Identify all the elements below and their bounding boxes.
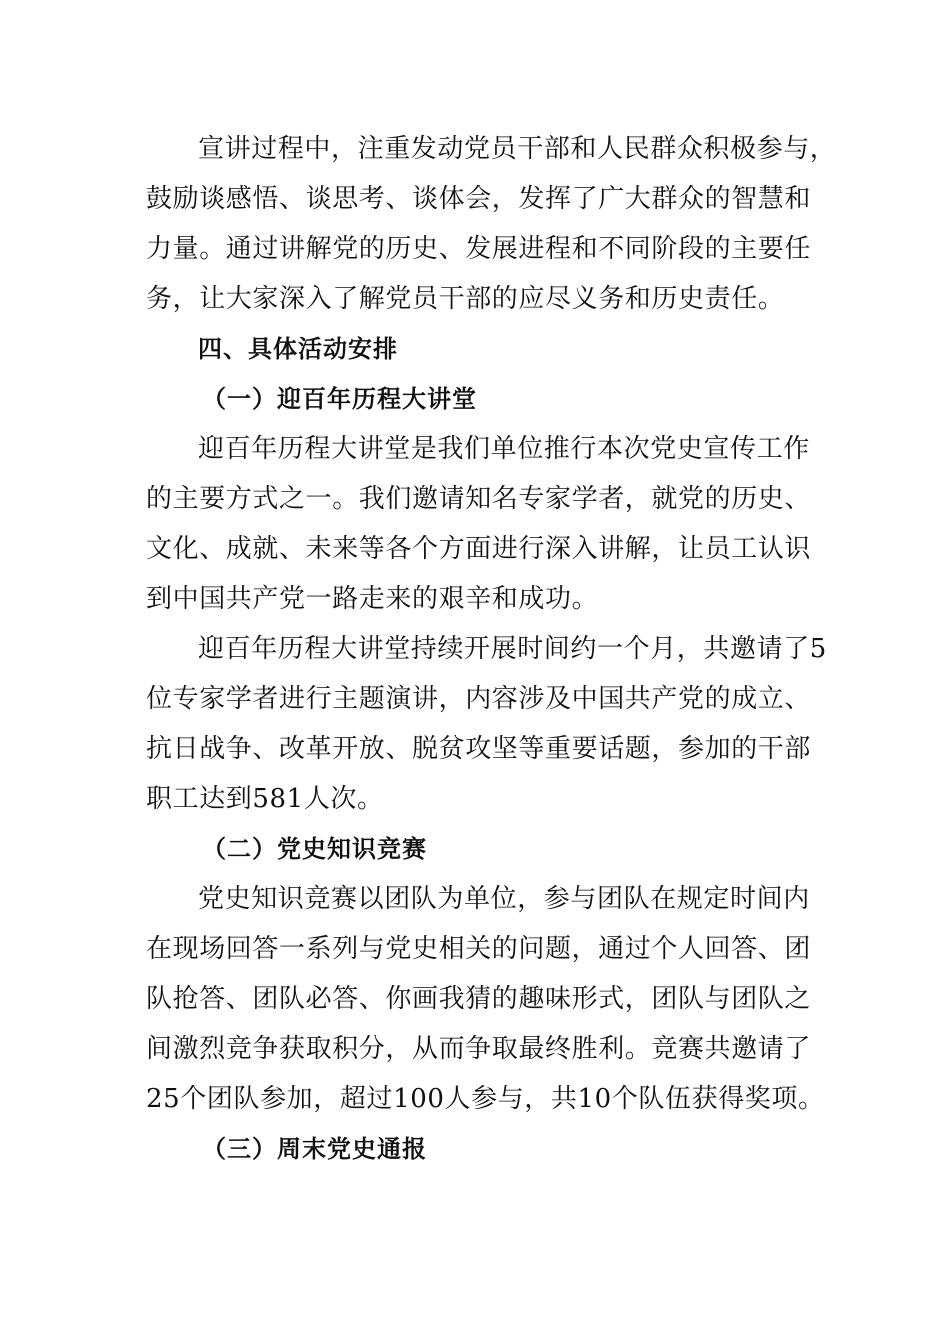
paragraph-line: 到中国共产党一路走来的艰辛和成功。 [146,584,599,614]
subsection-heading: （三）周末党史通报 [202,1135,427,1163]
paragraph-line: 迎百年历程大讲堂持续开展时间约一个月，共邀请了5 [198,634,827,664]
paragraph-line: 务，让大家深入了解党员干部的应尽义务和历史责任。 [146,284,785,314]
paragraph-line: 抗日战争、改革开放、脱贫攻坚等重要话题，参加的干部 [146,734,812,764]
paragraph-line: 位专家学者进行主题演讲，内容涉及中国共产党的成立、 [146,684,812,714]
document-body [146,124,837,1174]
paragraph-line: 间激烈竞争获取积分，从而争取最终胜利。竞赛共邀请了 [146,1034,812,1064]
paragraph-line: 党史知识竞赛以团队为单位，参与团队在规定时间内 [198,884,810,914]
paragraph-line: 文化、成就、未来等各个方面进行深入讲解，让员工认识 [146,534,812,564]
paragraph-line: 在现场回答一系列与党史相关的问题，通过个人回答、团 [146,934,812,964]
paragraph-line: 力量。通过讲解党的历史、发展进程和不同阶段的主要任 [146,234,812,264]
paragraph-line: 的主要方式之一。我们邀请知名专家学者，就党的历史、 [146,484,812,514]
section-heading: 四、具体活动安排 [198,335,398,363]
paragraph-line: 职工达到581人次。 [146,784,384,814]
paragraph-line: 迎百年历程大讲堂是我们单位推行本次党史宣传工作 [198,434,810,464]
paragraph-line: 鼓励谈感悟、谈思考、谈体会，发挥了广大群众的智慧和 [146,184,812,214]
paragraph-line: 队抢答、团队必答、你画我猜的趣味形式，团队与团队之 [146,984,812,1014]
paragraph-line: 25个团队参加，超过100人参与，共10个队伍获得奖项。 [146,1084,825,1114]
paragraph-line: 宣讲过程中，注重发动党员干部和人民群众积极参与， [198,134,837,164]
subsection-heading: （一）迎百年历程大讲堂 [202,385,477,413]
subsection-heading: （二）党史知识竞赛 [202,835,427,863]
